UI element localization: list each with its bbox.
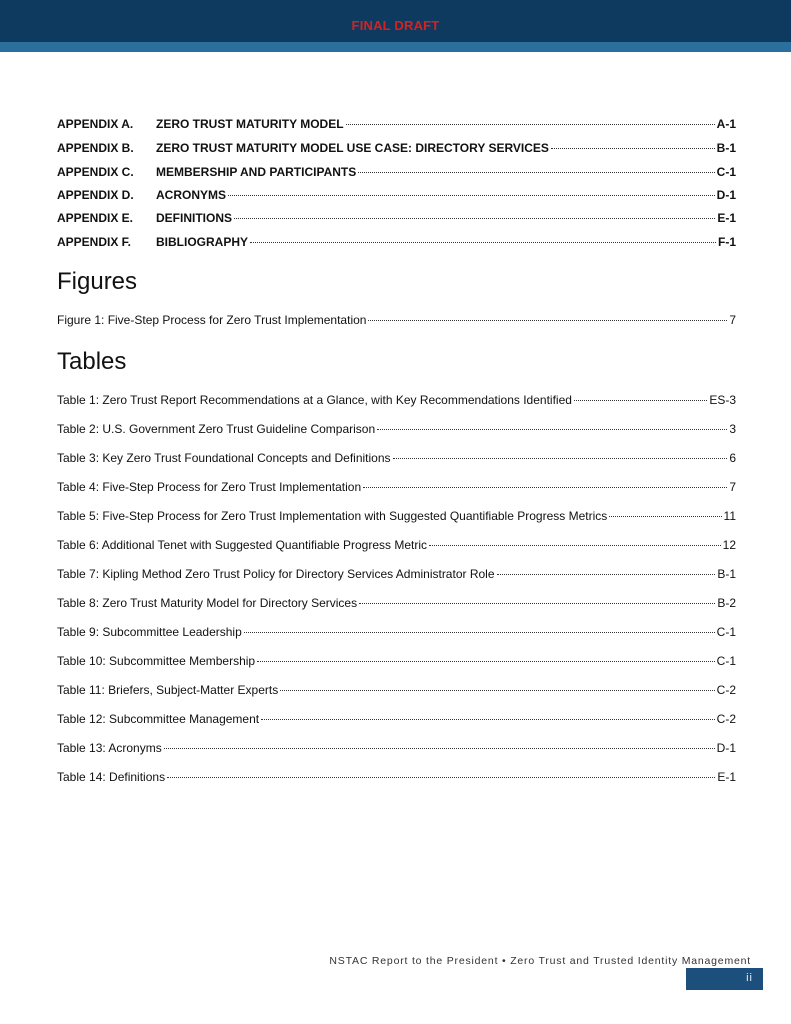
toc-appendix-f[interactable] <box>57 235 736 255</box>
toc-appendix-a[interactable] <box>57 117 736 137</box>
table-title: Table 12: Subcommittee Management <box>57 712 260 726</box>
page-number-tab <box>686 968 763 990</box>
toc-table-7[interactable] <box>57 567 736 581</box>
leader-dots <box>609 516 721 517</box>
toc-table-13[interactable] <box>57 741 736 755</box>
appendix-prefix: APPENDIX D. <box>57 188 134 202</box>
appendix-page: D-1 <box>716 188 736 202</box>
appendix-page: F-1 <box>718 235 736 249</box>
toc-table-14[interactable] <box>57 770 736 784</box>
toc-figure-1[interactable] <box>57 313 736 327</box>
leader-dots <box>358 172 714 173</box>
figures-heading: Figures <box>57 268 138 295</box>
appendix-title: ZERO TRUST MATURITY MODEL USE CASE: DIRECTORY SERVICES <box>156 141 549 155</box>
appendix-page: A-1 <box>716 117 736 131</box>
table-title: Table 3: Key Zero Trust Foundational Concepts and Definitions <box>57 451 391 465</box>
table-title: Table 10: Subcommittee Membership <box>57 654 256 668</box>
leader-dots <box>363 487 727 488</box>
toc-table-4[interactable] <box>57 480 736 494</box>
table-title: Table 6: Additional Tenet with Suggested Quantifiable Progress Metric <box>57 538 427 552</box>
toc-table-9[interactable] <box>57 625 736 639</box>
figure-title: Figure 1: Five-Step Process for Zero Trust Implementation <box>57 313 367 327</box>
appendix-page: E-1 <box>717 211 736 225</box>
appendix-title: BIBLIOGRAPHY <box>156 235 249 249</box>
table-page: B-1 <box>717 567 736 581</box>
toc-table-2[interactable] <box>57 422 736 436</box>
table-page: 12 <box>722 538 736 552</box>
toc-table-1[interactable] <box>57 393 736 407</box>
leader-dots <box>280 690 714 691</box>
toc-table-8[interactable] <box>57 596 736 610</box>
table-title: Table 11: Briefers, Subject-Matter Experts <box>57 683 279 697</box>
leader-dots <box>346 124 715 125</box>
page-number: ii <box>746 972 753 984</box>
appendix-prefix: APPENDIX F. <box>57 235 132 249</box>
table-page: C-2 <box>716 683 736 697</box>
toc-table-10[interactable] <box>57 654 736 668</box>
leader-dots <box>228 195 715 196</box>
table-page: 7 <box>729 480 736 494</box>
table-page: ES-3 <box>709 393 736 407</box>
table-title: Table 1: Zero Trust Report Recommendations at a Glance, with Key Recommendations Identified <box>57 393 572 407</box>
table-title: Table 14: Definitions <box>57 770 166 784</box>
leader-dots <box>257 661 715 662</box>
toc-appendix-d[interactable] <box>57 188 736 208</box>
appendix-title: DEFINITIONS <box>156 211 233 225</box>
appendix-prefix: APPENDIX B. <box>57 141 134 155</box>
leader-dots <box>393 458 728 459</box>
table-page: C-2 <box>716 712 736 726</box>
table-page: B-2 <box>717 596 736 610</box>
table-title: Table 9: Subcommittee Leadership <box>57 625 242 639</box>
appendix-title: ZERO TRUST MATURITY MODEL <box>156 117 344 131</box>
figure-page: 7 <box>729 313 736 327</box>
appendix-page: B-1 <box>716 141 736 155</box>
header-stripe <box>0 42 791 52</box>
appendix-prefix: APPENDIX C. <box>57 165 134 179</box>
draft-label: FINAL DRAFT <box>351 18 440 33</box>
table-title: Table 2: U.S. Government Zero Trust Guideline Comparison <box>57 422 376 436</box>
leader-dots <box>164 748 715 749</box>
table-title: Table 13: Acronyms <box>57 741 162 755</box>
toc-table-11[interactable] <box>57 683 736 697</box>
footer-title: NSTAC Report to the President • Zero Trust and Trusted Identity Management <box>329 955 751 967</box>
leader-dots <box>234 218 715 219</box>
tables-heading: Tables <box>57 348 127 375</box>
table-title: Table 7: Kipling Method Zero Trust Policy for Directory Services Administrator Role <box>57 567 495 581</box>
leader-dots <box>574 400 707 401</box>
appendix-title: MEMBERSHIP AND PARTICIPANTS <box>156 165 357 179</box>
toc-table-12[interactable] <box>57 712 736 726</box>
table-title: Table 5: Five-Step Process for Zero Trust Implementation with Suggested Quantifiable Progress Metrics <box>57 509 608 523</box>
toc-appendix-b[interactable] <box>57 141 736 161</box>
table-page: 6 <box>729 451 736 465</box>
table-page: 3 <box>729 422 736 436</box>
table-page: E-1 <box>717 770 736 784</box>
toc-table-6[interactable] <box>57 538 736 552</box>
leader-dots <box>250 242 716 243</box>
appendix-title: ACRONYMS <box>156 188 227 202</box>
toc-appendix-c[interactable] <box>57 165 736 185</box>
leader-dots <box>167 777 715 778</box>
leader-dots <box>429 545 721 546</box>
leader-dots <box>377 429 727 430</box>
leader-dots <box>261 719 715 720</box>
toc-table-3[interactable] <box>57 451 736 465</box>
table-title: Table 4: Five-Step Process for Zero Trust Implementation <box>57 480 362 494</box>
table-page: C-1 <box>716 654 736 668</box>
appendix-prefix: APPENDIX E. <box>57 211 134 225</box>
table-page: D-1 <box>716 741 736 755</box>
toc-table-5[interactable] <box>57 509 736 523</box>
toc-appendix-e[interactable] <box>57 211 736 231</box>
leader-dots <box>551 148 715 149</box>
leader-dots <box>359 603 715 604</box>
leader-dots <box>497 574 716 575</box>
leader-dots <box>368 320 727 321</box>
table-title: Table 8: Zero Trust Maturity Model for Directory Services <box>57 596 358 610</box>
table-page: C-1 <box>716 625 736 639</box>
appendix-page: C-1 <box>716 165 736 179</box>
appendix-prefix: APPENDIX A. <box>57 117 134 131</box>
table-page: 11 <box>723 509 736 523</box>
leader-dots <box>244 632 715 633</box>
